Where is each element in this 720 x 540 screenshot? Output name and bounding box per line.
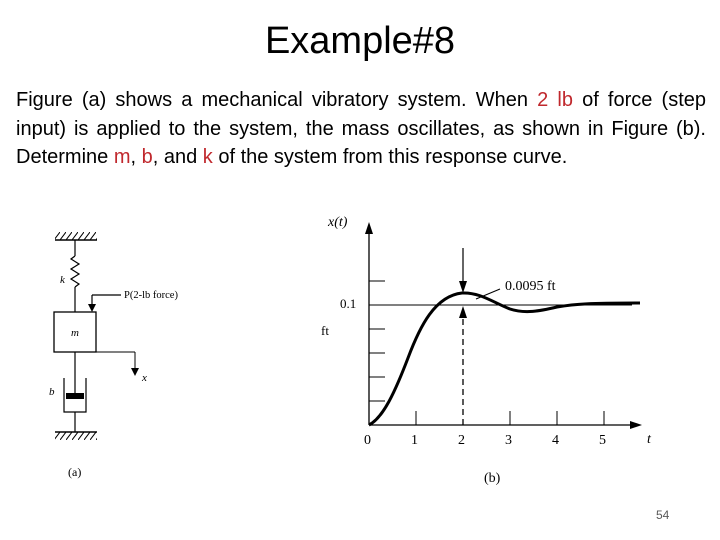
x-tick-marks (416, 411, 604, 425)
figure-b (321, 215, 652, 486)
highlighted-term: b (141, 146, 153, 168)
x-axis-label: t (647, 432, 651, 447)
statement-text: , (130, 146, 142, 168)
statement-text: of force (step input) is applied to the system, the mass oscillates, as shown in Figure (b). Determine (16, 89, 706, 168)
page-number: 54 (656, 508, 670, 522)
overshoot-label: 0.0095 ft (505, 279, 556, 294)
top-ground-hatch (55, 232, 97, 240)
steady-value-label: 0.1 (340, 296, 357, 311)
statement-text: Figure (a) shows a mechanical vibratory system. When (16, 89, 538, 111)
displacement-arrow (96, 352, 139, 376)
slide-title: Example#8 (264, 20, 456, 62)
x-tick-label: 0 (364, 433, 371, 448)
y-axis-label: x(t) (328, 215, 348, 230)
statement-text: , and (152, 146, 203, 168)
y-axis (365, 222, 373, 425)
x-axis (369, 421, 642, 429)
overshoot-arrow-down (459, 248, 467, 293)
x-tick-label: 4 (552, 433, 559, 448)
displacement-label: x (142, 372, 147, 384)
figure-b-caption: (b) (484, 471, 501, 486)
force-label: P(2-lb force) (124, 290, 178, 301)
highlighted-term: 2 lb (537, 89, 573, 111)
damper (64, 352, 86, 432)
spring-label: k (60, 274, 65, 286)
x-tick-label: 1 (411, 433, 418, 448)
spring (71, 240, 79, 312)
x-tick-label: 3 (505, 433, 512, 448)
overshoot-arrow-up (459, 306, 467, 318)
mass-label: m (71, 327, 79, 339)
steady-unit-label: ft (321, 323, 329, 338)
x-tick-label: 2 (458, 433, 465, 448)
damper-label: b (49, 386, 55, 398)
bottom-ground-hatch (55, 432, 97, 440)
highlighted-term: m (113, 146, 131, 168)
y-tick-marks (369, 281, 385, 401)
force-arrow (88, 295, 121, 312)
figure-a-caption: (a) (68, 465, 82, 479)
response-curve (369, 293, 640, 425)
x-tick-label: 5 (599, 433, 606, 448)
statement-text: of the system from this response curve. (212, 146, 568, 168)
figure-a (49, 232, 178, 479)
highlighted-term: k (202, 146, 213, 168)
